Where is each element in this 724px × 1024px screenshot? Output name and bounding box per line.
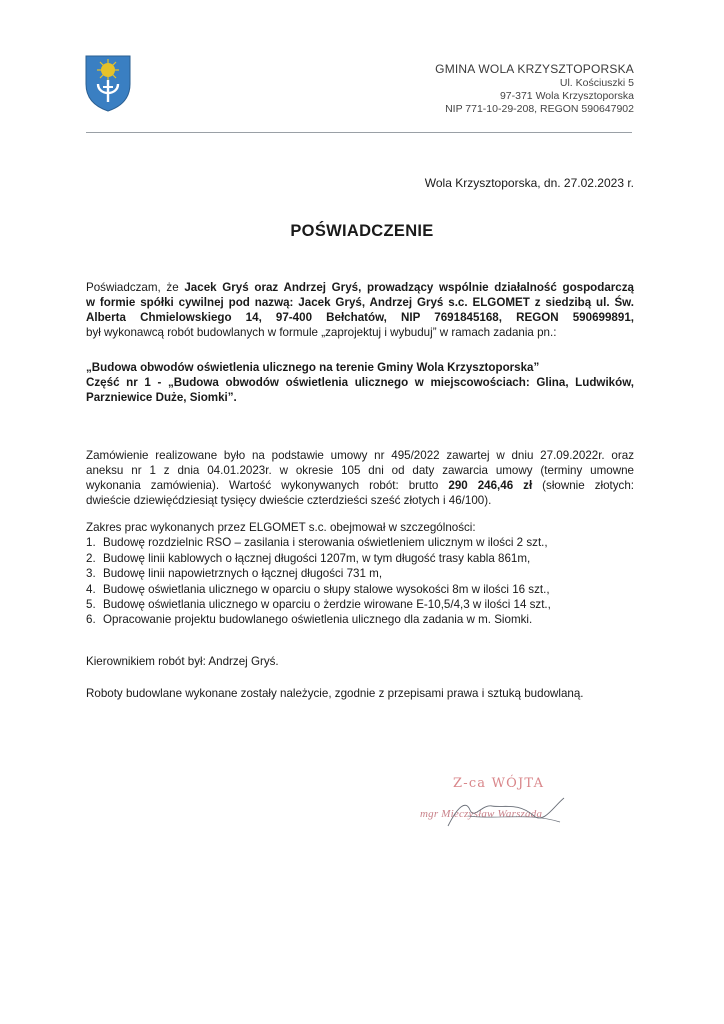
stamp-title: Z-ca WÓJTA (453, 776, 545, 791)
tax-ids: NIP 771-10-29-208, REGON 590647902 (445, 103, 634, 115)
contract-line-3-end: (słownie złotych: (532, 479, 634, 492)
contract-line-4: dwieście dziewięćdziesiąt tysięcy dwieście czterdzieści sześć złotych i 46/100). (86, 494, 492, 507)
task-line-1: „Budowa obwodów oświetlenia ulicznego na terenie Gminy Wola Krzysztoporska” (86, 361, 540, 374)
list-item: 6. Opracowanie projektu budowlanego oświetlenia ulicznego dla zadania w m. Siomki. (86, 613, 533, 627)
scope-section (86, 520, 634, 628)
intro-text: Poświadczam, że (86, 281, 185, 294)
scope-intro: Zakres prac wykonanych przez ELGOMET s.c. obejmował w szczególności: (86, 521, 476, 534)
signature-stamp (408, 776, 578, 836)
header-divider (86, 132, 632, 133)
place-date: Wola Krzysztoporska, dn. 27.02.2023 r. (424, 176, 634, 190)
task-name (86, 360, 634, 405)
task-line-2: Część nr 1 - „Budowa obwodów oświetlenia ulicznego w miejscowościach: Glina, Ludwików, (86, 376, 634, 389)
org-name: GMINA WOLA KRZYSZTOPORSKA (435, 62, 634, 76)
list-item: 5. Budowę oświetlania ulicznego w oparciu o żerdzie wirowane E-10,5/4,3 w ilości 14 szt., (86, 598, 551, 612)
address-street: Ul. Kościuszki 5 (559, 77, 634, 89)
stamp-name: mgr Mieczysław Warszada (420, 808, 543, 820)
intro-bold-2: w formie spółki cywilnej pod nazwą: Jacek Gryś, Andrzej Gryś s.c. ELGOMET z siedzibą ul. Św. (86, 296, 634, 309)
contract-line-2: aneksu nr 1 z dnia 04.01.2023r. w okresie 105 dni od daty zawarcia umowy (terminy umowne (86, 464, 634, 477)
contract-paragraph (86, 448, 634, 508)
document-title: POŚWIADCZENIE (290, 222, 434, 240)
manager-line: Kierownikiem robót był: Andrzej Gryś. (86, 655, 279, 668)
list-item: 1. Budowę rozdzielnic RSO – zasilania i sterowania oświetleniem ulicznym w ilości 2 szt., (86, 536, 548, 550)
task-line-3: Parzniewice Duże, Siomki”. (86, 391, 237, 404)
scope-list (86, 535, 634, 627)
contract-line-3: wykonania zamówienia). Wartość wykonywanych robót: brutto (86, 479, 449, 492)
address-city: 97-371 Wola Krzysztoporska (499, 90, 634, 102)
list-item: 2. Budowę linii kablowych o łącznej długości 1207m, w tym długość trasy kabla 861m, (86, 551, 531, 565)
intro-text-2: był wykonawcą robót budowlanych w formule „zaprojektuj i wybuduj” w ramach zadania pn.: (86, 326, 557, 339)
list-item: 4. Budowę oświetlania ulicznego w oparciu o słupy stalowe wysokości 8m w ilości 16 szt., (86, 582, 550, 596)
letterhead (435, 62, 634, 116)
coat-of-arms-icon (84, 54, 132, 112)
list-item: 3. Budowę linii napowietrznych o łącznej długości 731 m, (86, 567, 383, 581)
contract-line-1: Zamówienie realizowane było na podstawie umowy nr 495/2022 zawartej w dniu 27.09.2022r. oraz (86, 449, 634, 462)
intro-paragraph (86, 280, 634, 340)
closing-line: Roboty budowlane wykonane zostały należycie, zgodnie z przepisami prawa i sztuką budowlaną. (86, 687, 584, 700)
intro-bold-3: Alberta Chmielowskiego 14, 97-400 Bełchatów, NIP 7691845168, REGON 590699891, (86, 311, 634, 324)
handwritten-signature-icon (408, 776, 578, 836)
intro-bold-1: Jacek Gryś oraz Andrzej Gryś, prowadzący wspólnie działalność gospodarczą (184, 281, 634, 294)
contract-value: 290 246,46 zł (448, 479, 533, 492)
